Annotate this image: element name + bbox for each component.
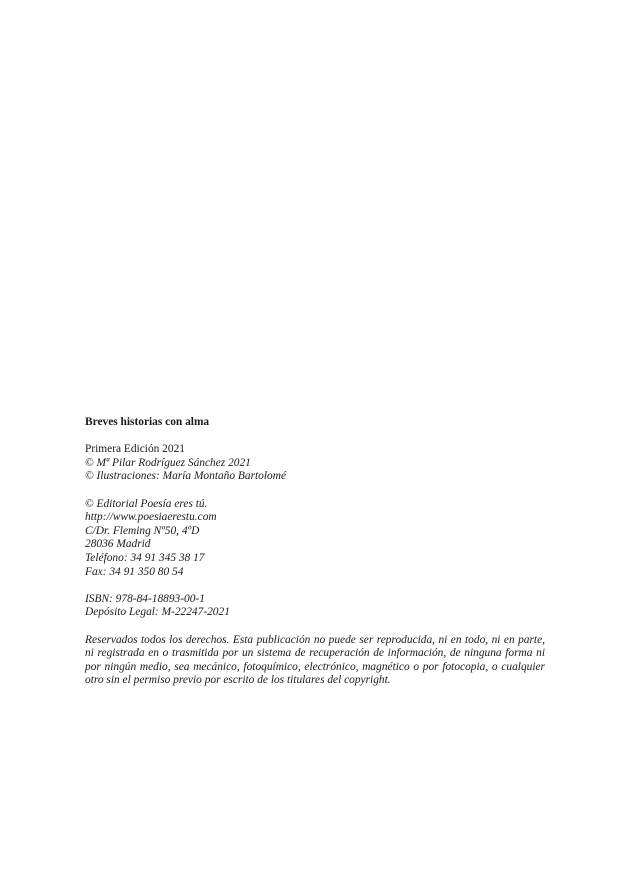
publisher-name: © Editorial Poesía eres tú.: [85, 497, 208, 510]
book-title: Breves historias con alma: [85, 416, 210, 428]
publisher-address: C/Dr. Fleming Nº50, 4ºD: [85, 524, 200, 537]
rights-notice: Reservados todos los derechos. Esta publicación no puede ser reproducida, ni en todo, ni en parte, ni registrada en o trasmitida por un sistema de recuperación de información, de ninguna forma ni por ningún medio, sea mecánico, fotoquímico, electrónico, magnético o por fotocopia, o cualquier otro sin el permiso previo por escrito de los titulares del copyright.: [85, 633, 545, 687]
publisher-website: http://www.poesiaerestu.com: [85, 511, 217, 524]
publisher-fax: Fax: 34 91 350 80 54: [85, 565, 184, 578]
publisher-phone: Teléfono: 34 91 345 38 17: [85, 551, 205, 564]
author-copyright-line: © Mª Pilar Rodríguez Sánchez 2021: [85, 456, 251, 469]
colophon: [85, 416, 545, 699]
edition-block: [85, 443, 545, 484]
illustrations-credit-line: © Ilustraciones: María Montaño Bartolomé: [85, 470, 287, 483]
first-edition-line: Primera Edición 2021: [85, 443, 185, 456]
publisher-block: [85, 498, 545, 580]
legal-deposit-line: Depósito Legal: M-22247-2021: [85, 606, 230, 619]
identifiers-block: [85, 593, 545, 620]
publisher-city: 28036 Madrid: [85, 538, 151, 551]
isbn-line: ISBN: 978-84-18893-00-1: [85, 592, 205, 605]
